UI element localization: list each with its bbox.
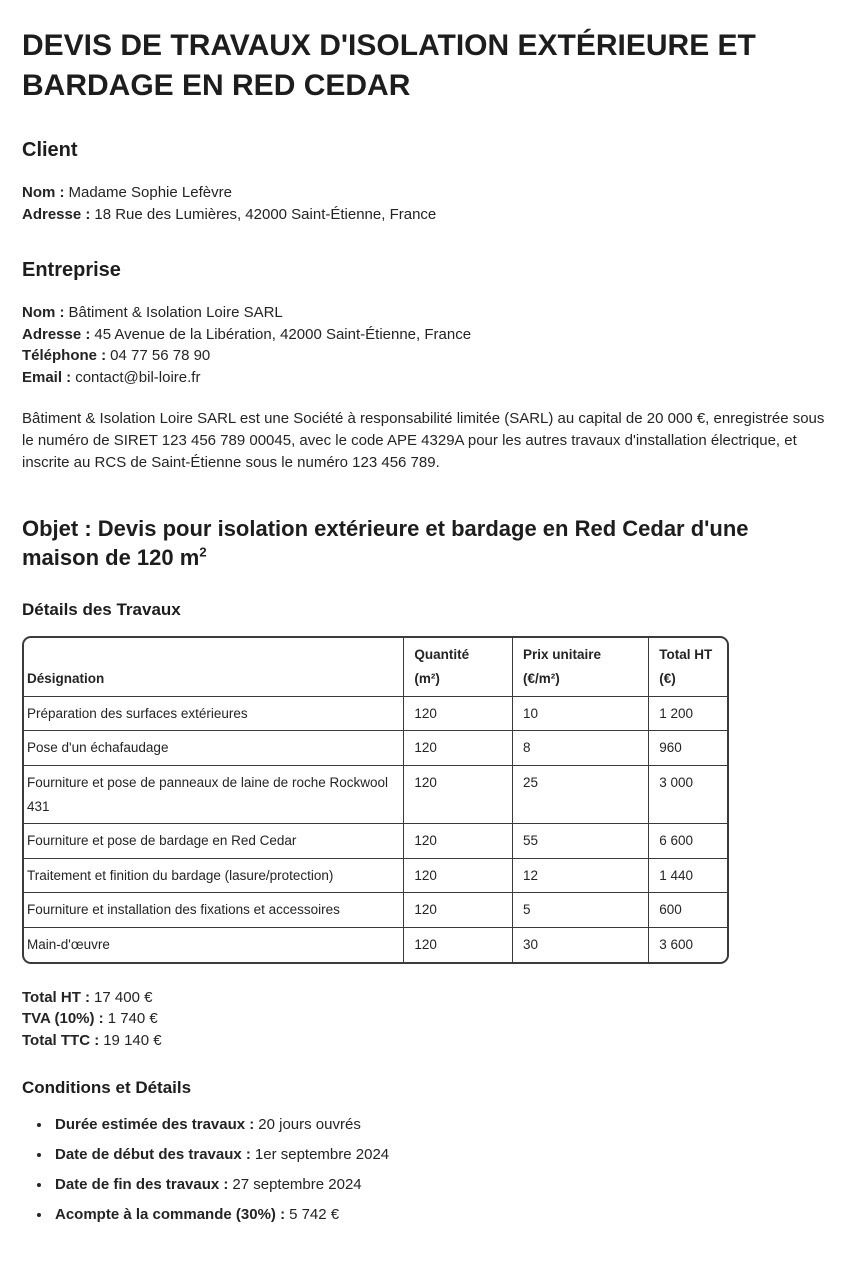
table-row [24,824,727,859]
conditions-heading: Conditions et Détails [22,1078,192,1098]
client-name-line [22,182,826,204]
client-heading: Client [22,139,78,162]
works-table [22,636,729,963]
company-phone-line [22,345,826,367]
company-phone-value: 04 77 56 78 90 [110,347,211,365]
cell-quantite: 120 [403,731,512,766]
condition-label: Durée estimée des travaux : [55,1116,255,1134]
objet-superscript: 2 [199,545,207,561]
company-phone-label: Téléphone : [22,347,107,365]
company-name-line [22,302,826,324]
totals-block [22,987,826,1052]
company-legal-paragraph: Bâtiment & Isolation Loire SARL est une Société à responsabilité limitée (SARL) au capital de 20 000 €, enregistrée sous le numéro de SIRET 123 456 789 00045, avec le code APE 4329A pour les autres travaux d'installation électrique, et inscrite au RCS de Saint-Étienne sous le numéro 123 456 789. [22,410,825,471]
condition-value: 5 742 € [289,1206,340,1224]
total-ttc-value: 19 140 € [103,1031,162,1049]
table-row [24,859,727,894]
cell-total: 600 [648,893,727,928]
client-address-line [22,204,826,226]
cell-designation: Fourniture et installation des fixations et accessoires [24,893,403,928]
list-item [52,1204,826,1225]
total-ht-line [22,987,826,1009]
cell-prix: 25 [512,766,648,824]
col-header-total-ht: Total HT (€) [648,638,727,696]
works-heading: Détails des Travaux [22,600,181,620]
cell-designation: Main-d'œuvre [27,937,110,953]
cell-total: 3 000 [648,766,727,824]
client-name-value: Madame Sophie Lefèvre [68,184,232,202]
cell-quantite: 120 [403,824,512,859]
company-info [22,302,826,388]
condition-label: Date de fin des travaux : [55,1176,229,1194]
cell-total: 1 200 [648,697,727,732]
company-address-line [22,324,826,346]
company-email-label: Email : [22,368,72,386]
total-ttc-label: Total TTC : [22,1031,100,1049]
condition-value: 20 jours ouvrés [258,1116,361,1134]
cell-designation: Pose d'un échafaudage [24,731,403,766]
condition-value: 27 septembre 2024 [232,1176,362,1194]
total-ht-label: Total HT : [22,988,91,1006]
col-header-quantite: Quantité (m²) [403,638,512,696]
total-ttc-line [22,1030,826,1052]
tva-line [22,1008,826,1030]
col-header-prix-unitaire: Prix unitaire (€/m²) [512,638,648,696]
table-row [24,766,727,824]
condition-label: Date de début des travaux : [55,1146,251,1164]
cell-designation: Préparation des surfaces extérieures [24,697,403,732]
cell-quantite: 120 [403,893,512,928]
table-row [24,893,727,928]
cell-prix: 12 [512,859,648,894]
company-email-value: contact@bil-loire.fr [75,368,201,386]
cell-quantite: 120 [403,697,512,732]
cell-total: 6 600 [648,824,727,859]
client-address-label: Adresse : [22,205,91,223]
cell-designation: Fourniture et pose de panneaux de laine de roche Rockwool 431 [24,766,403,824]
document-title: DEVIS DE TRAVAUX D'ISOLATION EXTÉRIEURE ET BARDAGE EN RED CEDAR [22,29,756,102]
company-address-label: Adresse : [22,325,91,343]
company-email-line [22,367,826,389]
tva-value: 1 740 € [107,1010,158,1028]
col-header-designation: Désignation [24,638,403,696]
table-row [24,697,727,732]
list-item [52,1174,826,1195]
cell-total: 960 [648,731,727,766]
total-ht-value: 17 400 € [94,988,153,1006]
client-info [22,182,826,225]
list-item [52,1114,826,1135]
cell-quantite: 120 [403,859,512,894]
table-row [24,731,727,766]
cell-quantite: 120 [403,766,512,824]
tva-label: TVA (10%) : [22,1010,104,1028]
condition-value: 1er septembre 2024 [254,1146,390,1164]
works-table-header-row [24,638,727,696]
table-row [24,928,727,962]
cell-quantite: 120 [403,928,512,962]
condition-label: Acompte à la commande (30%) : [55,1206,286,1224]
cell-prix: 10 [512,697,648,732]
cell-designation: Fourniture et pose de bardage en Red Cedar [24,824,403,859]
company-heading: Entreprise [22,259,121,282]
objet-text: Objet : Devis pour isolation extérieure et bardage en Red Cedar d'une maison de 120 m [22,515,749,571]
cell-prix: 30 [512,928,648,962]
company-name-value: Bâtiment & Isolation Loire SARL [68,304,283,322]
conditions-list [22,1114,826,1225]
objet-heading [22,514,817,574]
company-name-label: Nom : [22,304,65,322]
cell-designation: Traitement et finition du bardage (lasure/protection) [24,859,403,894]
company-address-value: 45 Avenue de la Libération, 42000 Saint-Étienne, France [94,325,472,343]
cell-total: 1 440 [648,859,727,894]
list-item [52,1144,826,1165]
cell-prix: 8 [512,731,648,766]
cell-prix: 55 [512,824,648,859]
cell-total: 3 600 [648,928,727,962]
cell-prix: 5 [512,893,648,928]
client-address-value: 18 Rue des Lumières, 42000 Saint-Étienne, France [94,205,437,223]
client-name-label: Nom : [22,184,65,202]
